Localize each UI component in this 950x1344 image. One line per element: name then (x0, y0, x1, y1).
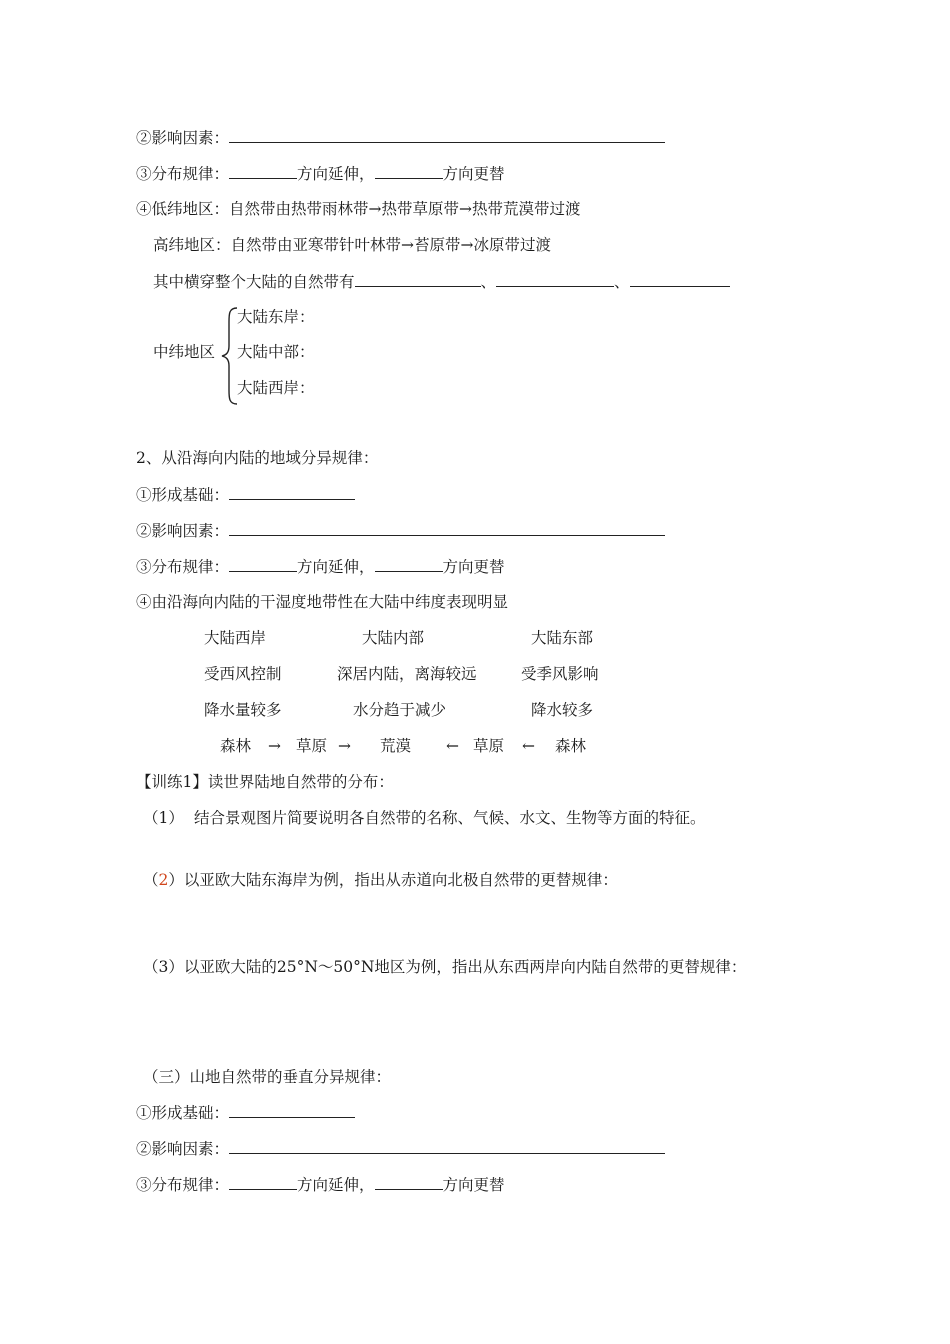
section-2-heading: 2、从沿海向内陆的地域分异规律： (136, 449, 379, 467)
question-2-paren: （ (143, 871, 159, 889)
distribution-line-1 (136, 163, 505, 184)
cross-continent-label: 其中横穿整个大陆的自然带有 (153, 273, 355, 291)
answer-blank[interactable] (375, 163, 443, 179)
table-cell: 受西风控制 (204, 665, 282, 683)
basis-label: ①形成基础： (136, 486, 230, 504)
distribution-label: ③分布规律： (136, 558, 230, 576)
interior-line: 大陆中部： (237, 343, 315, 361)
basis-label: ①形成基础： (136, 1104, 230, 1122)
direction-change-text: 方向更替 (442, 1176, 505, 1194)
west-coast-line: 大陆西岸： (237, 379, 315, 397)
answer-blank[interactable] (229, 1174, 297, 1190)
answer-blank[interactable] (229, 163, 297, 179)
table-cell: 降水量较多 (204, 701, 282, 719)
right-arrow-icon: → (338, 737, 351, 755)
question-1-number: （1） (143, 809, 184, 827)
vegetation-label: 森林 (220, 737, 252, 755)
direction-extend-text: 方向延伸， (297, 165, 375, 183)
answer-blank[interactable] (630, 271, 730, 287)
answer-blank[interactable] (375, 1174, 443, 1190)
answer-blank[interactable] (229, 556, 297, 572)
mid-latitude-label: 中纬地区 (153, 343, 216, 361)
table-header: 大陆西岸 (204, 629, 267, 647)
distribution-line-2 (136, 556, 505, 577)
answer-blank[interactable] (229, 127, 665, 143)
enum-separator: 、 (480, 273, 497, 291)
direction-extend-text: 方向延伸， (297, 558, 375, 576)
influence-label: ②影响因素： (136, 522, 230, 540)
right-arrow-icon: → (268, 737, 281, 755)
direction-extend-text: 方向延伸， (297, 1176, 375, 1194)
question-2-text: ）以亚欧大陆东海岸为例，指出从赤道向北极自然带的更替规律： (168, 871, 618, 889)
influence-line-3 (136, 1138, 665, 1159)
distribution-line-3 (136, 1174, 505, 1195)
distribution-label: ③分布规律： (136, 1176, 230, 1194)
distribution-label: ③分布规律： (136, 165, 230, 183)
section-3-heading: （三）山地自然带的垂直分异规律： (143, 1068, 392, 1086)
question-2-number: 2 (158, 871, 169, 889)
direction-change-text: 方向更替 (442, 165, 505, 183)
table-header: 大陆东部 (531, 629, 594, 647)
answer-blank[interactable] (229, 484, 355, 500)
question-3: （3）以亚欧大陆的25°N～50°N地区为例，指出从东西两岸向内陆自然带的更替规律： (143, 958, 747, 976)
table-cell: 水分趋于减少 (353, 701, 447, 719)
basis-line-2 (136, 484, 355, 505)
answer-blank[interactable] (355, 271, 481, 287)
vegetation-label: 草原 (473, 737, 505, 755)
direction-change-text: 方向更替 (442, 558, 505, 576)
basis-line-3 (136, 1102, 355, 1123)
influence-line-2 (136, 520, 665, 541)
influence-line-1 (136, 127, 665, 148)
table-header: 大陆内部 (362, 629, 425, 647)
answer-blank[interactable] (229, 520, 665, 536)
question-2 (143, 870, 618, 890)
influence-label: ②影响因素： (136, 1140, 230, 1158)
left-arrow-icon: ← (522, 737, 535, 755)
low-latitude-line: ④低纬地区：自然带由热带雨林带→热带草原带→热带荒漠带过渡 (136, 200, 581, 218)
vegetation-label: 荒漠 (380, 737, 412, 755)
influence-label: ②影响因素： (136, 129, 230, 147)
vegetation-label: 森林 (555, 737, 587, 755)
answer-blank[interactable] (375, 556, 443, 572)
vegetation-label: 草原 (296, 737, 328, 755)
enum-separator: 、 (614, 273, 630, 291)
left-arrow-icon: ← (446, 737, 459, 755)
table-cell: 降水较多 (531, 701, 594, 719)
high-latitude-line: 高纬地区：自然带由亚寒带针叶林带→苔原带→冰原带过渡 (153, 236, 551, 254)
coastal-note-line: ④由沿海向内陆的干湿度地带性在大陆中纬度表现明显 (136, 593, 509, 611)
question-1-text: 结合景观图片简要说明各自然带的名称、气候、水文、生物等方面的特征。 (194, 809, 706, 827)
table-cell: 受季风影响 (521, 665, 599, 683)
east-coast-line: 大陆东岸： (237, 308, 315, 326)
cross-continent-line (153, 271, 730, 292)
answer-blank[interactable] (496, 271, 614, 287)
answer-blank[interactable] (229, 1138, 665, 1154)
table-cell: 深居内陆，离海较远 (337, 665, 477, 683)
training-title: 【训练1】读世界陆地自然带的分布： (136, 773, 394, 791)
answer-blank[interactable] (229, 1102, 355, 1118)
